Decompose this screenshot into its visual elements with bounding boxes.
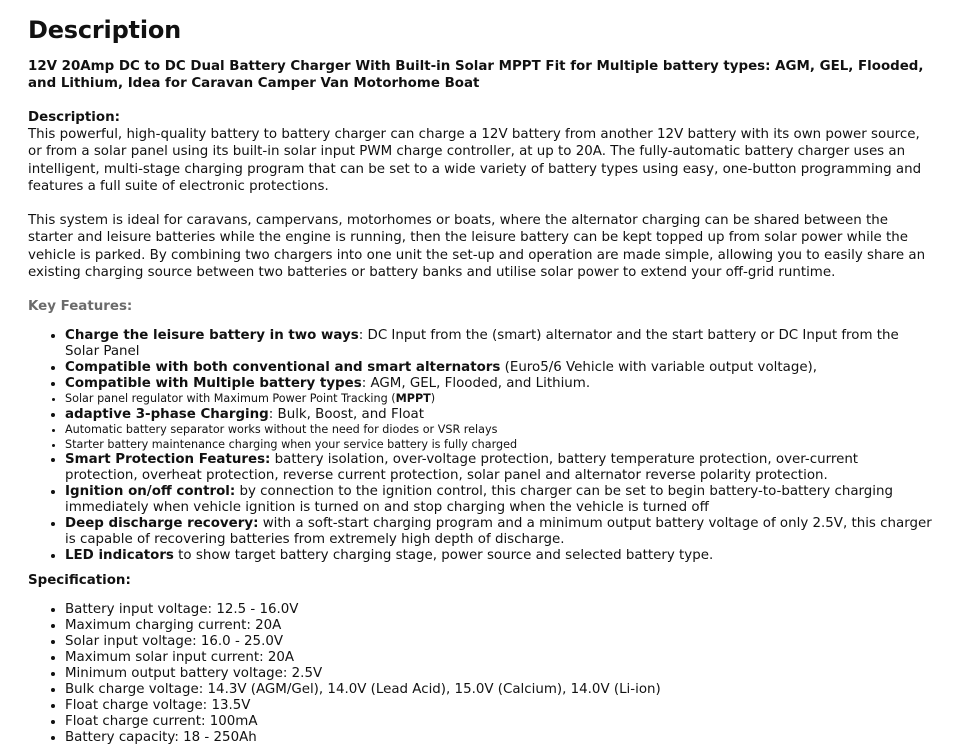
spec-item: • Bulk charge voltage: 14.3V (AGM/Gel), 14.0V (Lead Acid), 15.0V (Calcium), 14.0V (Li-ion): [65, 682, 932, 698]
spec-item: • Minimum output battery voltage: 2.5V: [65, 666, 932, 682]
feature-text: by connection to the ignition control, this charger can be set to begin battery-to-battery charging immediately when vehicle ignition is turned on and stop charging when the vehicle is turned off: [65, 484, 894, 516]
feature-text: Solar panel regulator with Maximum Power Point Tracking (: [65, 392, 396, 406]
specification-label: Specification:: [28, 573, 131, 589]
spec-item: • Battery input voltage: 12.5 - 16.0V: [65, 602, 932, 618]
spacer: [28, 281, 932, 298]
spacer: [28, 195, 932, 212]
feature-item: [65, 328, 932, 360]
feature-item: [65, 548, 932, 564]
feature-bold: MPPT: [395, 392, 431, 406]
feature-item: [65, 423, 932, 438]
feature-bold: Deep discharge recovery:: [65, 516, 259, 532]
page-title: Description: [28, 16, 182, 44]
spec-item: • Float charge voltage: 13.5V: [65, 698, 932, 714]
feature-text: (Euro5/6 Vehicle with variable output voltage),: [500, 360, 818, 376]
feature-item: [65, 516, 932, 548]
feature-bold: Compatible with both conventional and smart alternators: [65, 360, 501, 376]
feature-item: [65, 407, 932, 423]
description-paragraph-1: This powerful, high-quality battery to battery charger can charge a 12V battery from another 12V battery with its own power source, or from a solar panel using its built-in solar input PWM charge controller, at up to 20A. The fully-automatic battery charger uses an intelligent, multi-stage charging program that can be set to a wide variety of battery types using easy, one-button programming and features a full suite of electronic protections.: [28, 127, 922, 194]
feature-bold: Smart Protection Features:: [65, 452, 271, 468]
key-features-label: Key Features:: [28, 299, 133, 315]
feature-list: [28, 328, 932, 564]
feature-bold: adaptive 3-phase Charging: [65, 406, 269, 422]
feature-text: battery isolation, over-voltage protection, battery temperature protection, over-current protection, overheat protection, reverse current protection, solar panel and alternator reverse polarity protection.: [65, 452, 859, 484]
feature-bold: Compatible with Multiple battery types: [65, 376, 362, 392]
spec-item: • Maximum solar input current: 20A: [65, 650, 932, 666]
product-title: 12V 20Amp DC to DC Dual Battery Charger With Built-in Solar MPPT Fit for Multiple battery types: AGM, GEL, Flooded, and Lithium, Idea for Caravan Camper Van Motorhome Boat: [28, 59, 924, 91]
feature-bold: Charge the leisure battery in two ways: [65, 328, 359, 344]
description-label: Description:: [28, 110, 120, 125]
feature-item: [65, 452, 932, 484]
spec-item: • Float charge current: 100mA: [65, 714, 932, 730]
feature-item: [65, 376, 932, 392]
feature-bold: Ignition on/off control:: [65, 484, 236, 500]
description-paragraph-2: This system is ideal for caravans, campervans, motorhomes or boats, where the alternator charging can be shared between the starter and leisure batteries while the engine is running, then the leisure battery can be kept topped up from solar power while the vehicle is parked. By combining two chargers into one unit the set-up and operation are made simple, allowing you to easily share an existing charging source between two batteries or battery banks and utilise solar power to extend your off-grid runtime.: [28, 213, 926, 281]
feature-text: : DC Input from the (smart) alternator and the start battery or DC Input from the Solar Panel: [65, 328, 899, 360]
feature-text: : AGM, GEL, Flooded, and Lithium.: [361, 376, 591, 392]
feature-bold: LED indicators: [65, 548, 174, 564]
feature-text: ): [430, 392, 436, 406]
feature-text: with a soft-start charging program and a minimum output battery voltage of only 2.5V, this charger is capable of recovering batteries from extremely high depth of discharge.: [65, 516, 932, 548]
spec-list: [28, 602, 932, 746]
spec-item: • Maximum charging current: 20A: [65, 618, 932, 634]
feature-item: [65, 484, 932, 516]
feature-item: [65, 438, 932, 453]
feature-text: Automatic battery separator works without the need for diodes or VSR relays: [65, 422, 498, 436]
feature-text: : Bulk, Boost, and Float: [268, 406, 425, 422]
feature-item: [65, 392, 932, 407]
feature-item: [65, 360, 932, 376]
feature-text: to show target battery charging stage, power source and selected battery type.: [173, 548, 714, 564]
spec-item: • Battery capacity: 18 - 250Ah: [65, 730, 932, 746]
feature-text: Starter battery maintenance charging when your service battery is fully charged: [65, 437, 518, 451]
spec-item: • Solar input voltage: 16.0 - 25.0V: [65, 634, 932, 650]
